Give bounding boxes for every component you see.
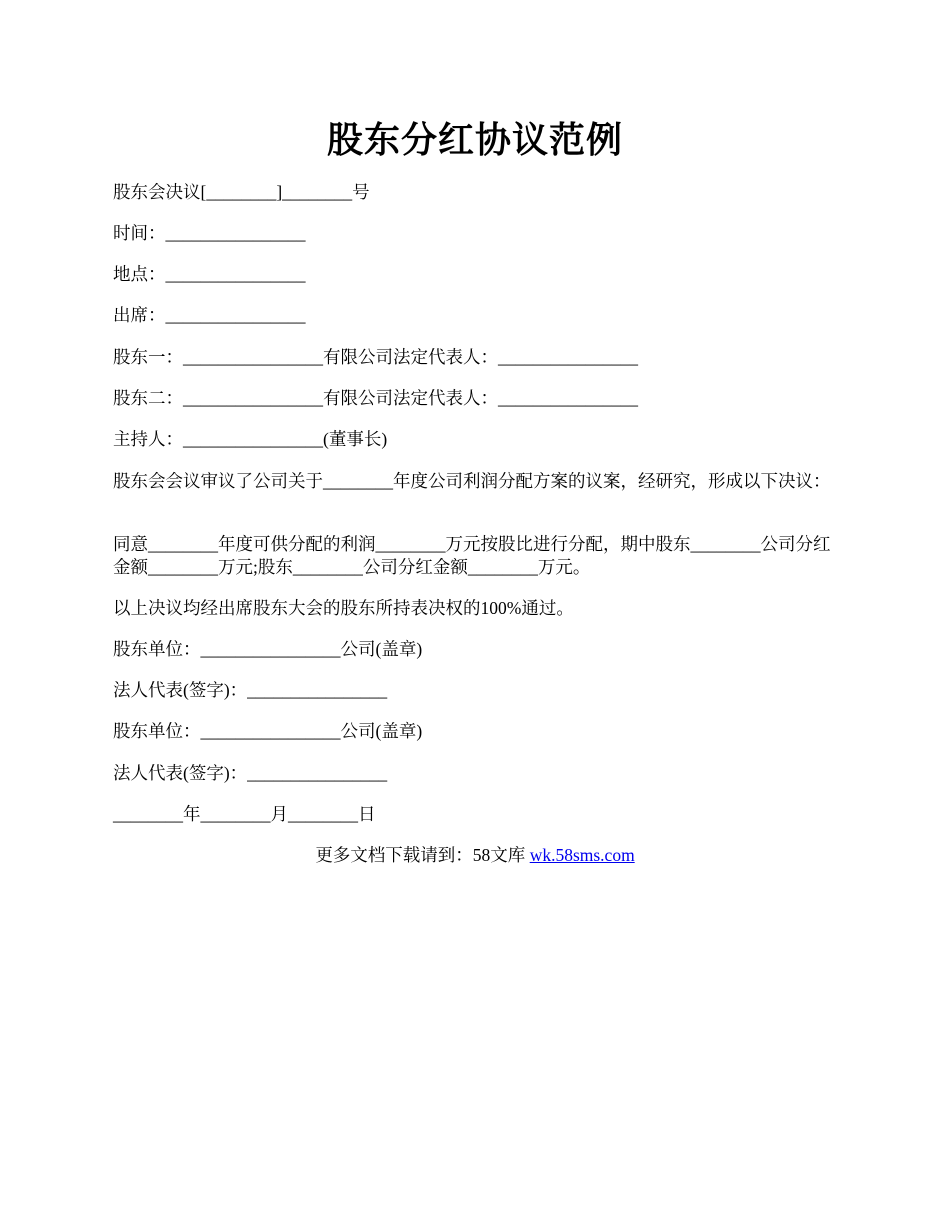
legal-rep-signature-line-1: 法人代表(签字)：________________ [113, 680, 388, 700]
shareholder-two-line: 股东二：________________有限公司法定代表人：________________ [113, 388, 638, 408]
legal-rep-signature-line-2: 法人代表(签字)：________________ [113, 763, 388, 783]
meeting-review-paragraph: 股东会会议审议了公司关于________年度公司利润分配方案的议案，经研究，形成以下决议： [113, 471, 831, 491]
document-title: 股东分红协议范例 [326, 120, 623, 160]
location-line: 地点：________________ [113, 264, 306, 284]
shareholder-one-line: 股东一：________________有限公司法定代表人：________________ [113, 347, 638, 367]
shareholder-unit-line-2: 股东单位：________________公司(盖章) [113, 721, 423, 741]
footer-text: 更多文档下载请到：58文库 [315, 845, 526, 865]
footer [0, 844, 950, 867]
shareholder-unit-line-1: 股东单位：________________公司(盖章) [113, 639, 423, 659]
approval-paragraph: 以上决议均经出席股东大会的股东所持表决权的100%通过。 [113, 598, 574, 618]
time-line: 时间：________________ [113, 223, 306, 243]
attendance-line: 出席：________________ [113, 305, 306, 325]
distribution-paragraph: 同意________年度可供分配的利润________万元按股比进行分配，期中股东________公司分红金额________万元;股东________公司分红金额________万元。 [113, 534, 831, 577]
date-line: ________年________月________日 [113, 804, 376, 824]
footer-link[interactable]: wk.58sms.com [529, 845, 635, 865]
resolution-number-line: 股东会决议[________]________号 [113, 182, 370, 202]
host-line: 主持人：________________(董事长) [113, 429, 388, 449]
